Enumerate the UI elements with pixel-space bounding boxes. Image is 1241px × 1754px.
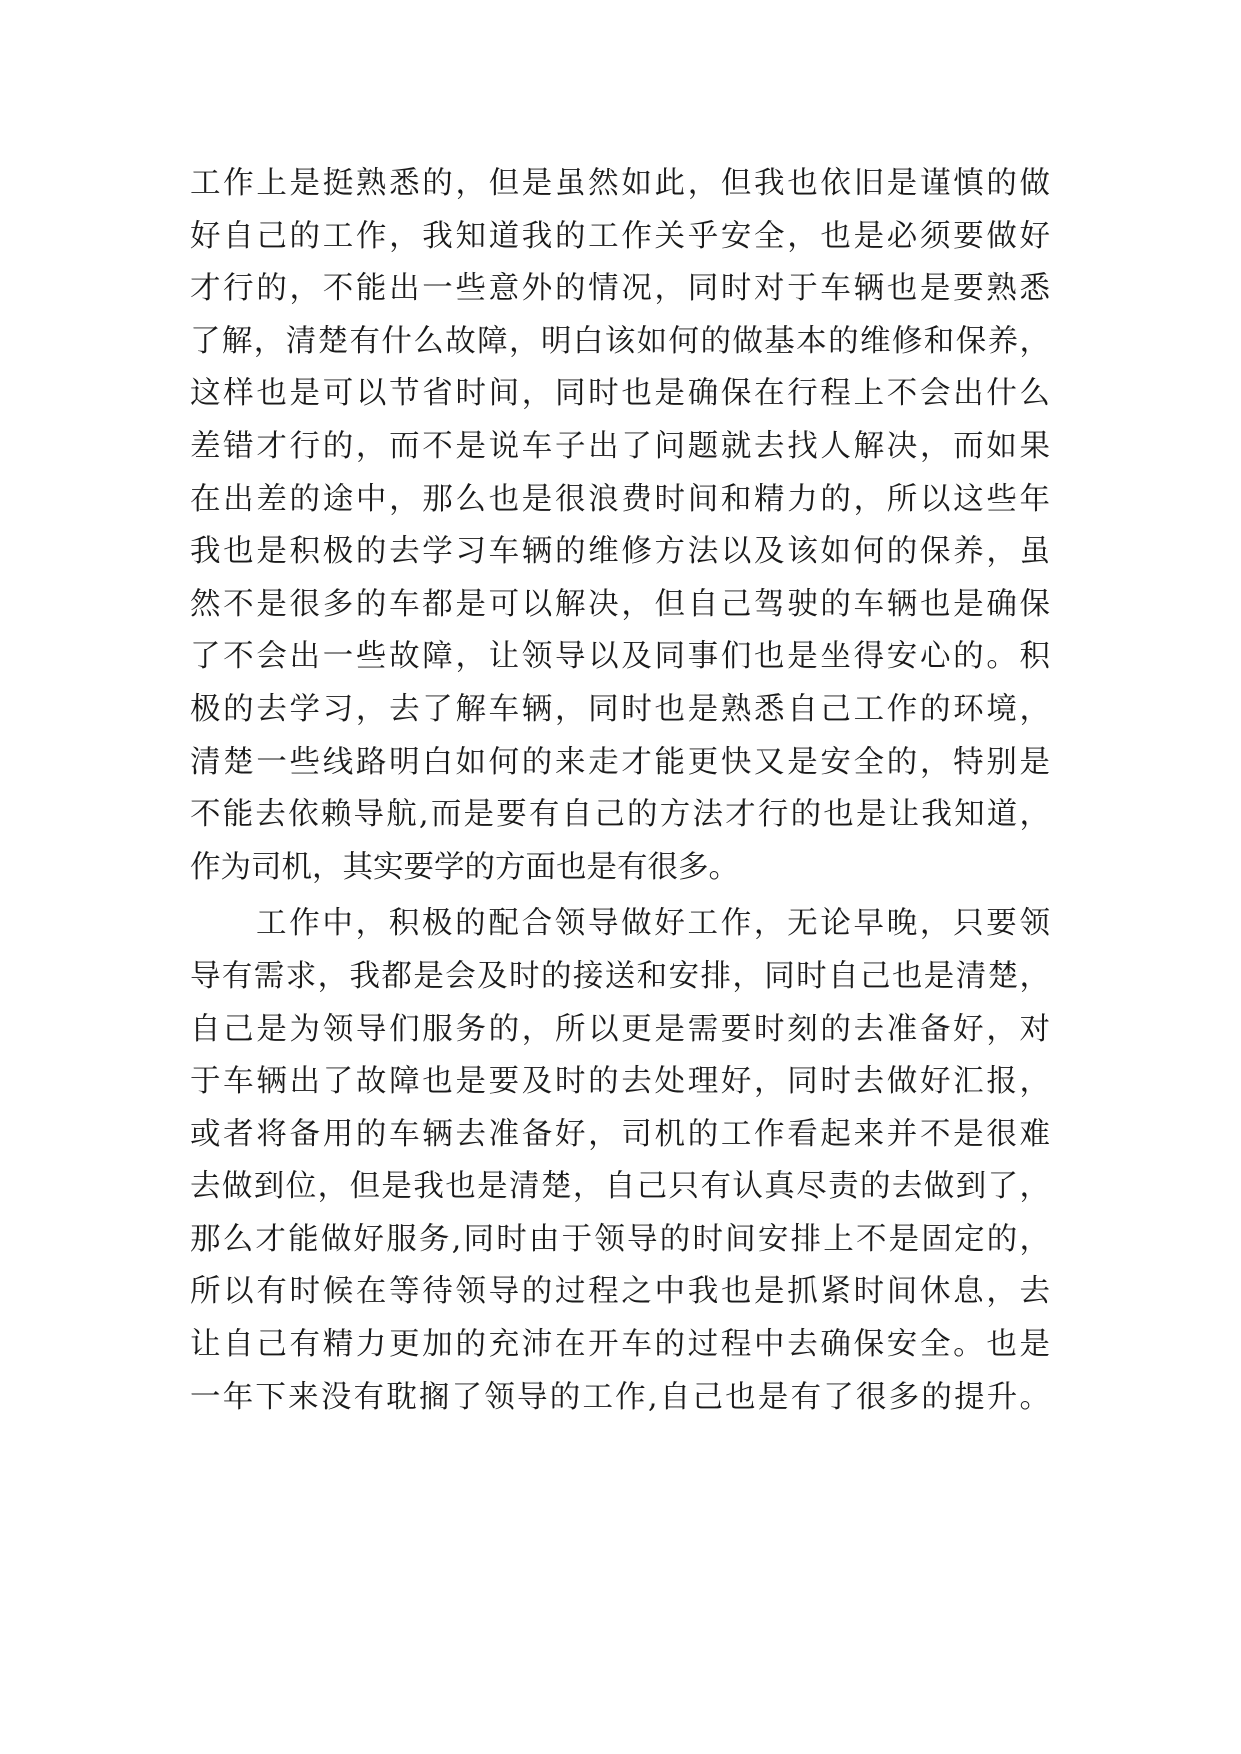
text-line: 才行的，不能出一些意外的情况，同时对于车辆也是要熟悉 bbox=[190, 271, 1050, 307]
text-line: 作为司机，其实要学的方面也是有很多。 bbox=[190, 849, 739, 885]
paragraph-1 bbox=[190, 158, 1050, 894]
text-line: 差错才行的，而不是说车子出了问题就去找人解决，而如果 bbox=[190, 428, 1050, 464]
text-line: 不能去依赖导航,而是要有自己的方法才行的也是让我知道， bbox=[190, 797, 1050, 833]
text-line: 清楚一些线路明白如何的来走才能更快又是安全的，特别是 bbox=[190, 744, 1050, 780]
text-line: 或者将备用的车辆去准备好，司机的工作看起来并不是很难 bbox=[190, 1116, 1050, 1152]
text-line: 自己是为领导们服务的，所以更是需要时刻的去准备好，对 bbox=[190, 1011, 1050, 1047]
text-line: 这样也是可以节省时间，同时也是确保在行程上不会出什么 bbox=[190, 376, 1050, 412]
text-line: 于车辆出了故障也是要及时的去处理好，同时去做好汇报， bbox=[190, 1064, 1050, 1100]
text-line: 那么才能做好服务,同时由于领导的时间安排上不是固定的， bbox=[190, 1221, 1050, 1257]
text-line: 好自己的工作，我知道我的工作关乎安全，也是必须要做好 bbox=[190, 218, 1050, 254]
text-line: 所以有时候在等待领导的过程之中我也是抓紧时间休息，去 bbox=[190, 1274, 1050, 1310]
text-line: 了不会出一些故障，让领导以及同事们也是坐得安心的。积 bbox=[190, 639, 1050, 675]
text-line: 导有需求，我都是会及时的接送和安排，同时自己也是清楚， bbox=[190, 958, 1050, 994]
text-line: 极的去学习，去了解车辆，同时也是熟悉自己工作的环境， bbox=[190, 691, 1050, 727]
text-line: 了解，清楚有什么故障，明白该如何的做基本的维修和保养， bbox=[190, 323, 1050, 359]
text-line: 一年下来没有耽搁了领导的工作,自己也是有了很多的提升。 bbox=[190, 1379, 1050, 1415]
text-line: 工作上是挺熟悉的，但是虽然如此，但我也依旧是谨慎的做 bbox=[190, 166, 1050, 201]
text-line: 然不是很多的车都是可以解决，但自己驾驶的车辆也是确保 bbox=[190, 586, 1050, 622]
text-line: 我也是积极的去学习车辆的维修方法以及该如何的保养，虽 bbox=[190, 534, 1050, 570]
text-line: 在出差的途中，那么也是很浪费时间和精力的，所以这些年 bbox=[190, 481, 1050, 517]
text-line: 去做到位，但是我也是清楚，自己只有认真尽责的去做到了， bbox=[190, 1169, 1050, 1205]
paragraph-2 bbox=[190, 898, 1050, 1424]
text-line: 工作中，积极的配合领导做好工作，无论早晚，只要领 bbox=[256, 906, 1050, 942]
text-line: 让自己有精力更加的充沛在开车的过程中去确保安全。也是 bbox=[190, 1327, 1050, 1363]
body-text bbox=[190, 158, 1050, 1424]
